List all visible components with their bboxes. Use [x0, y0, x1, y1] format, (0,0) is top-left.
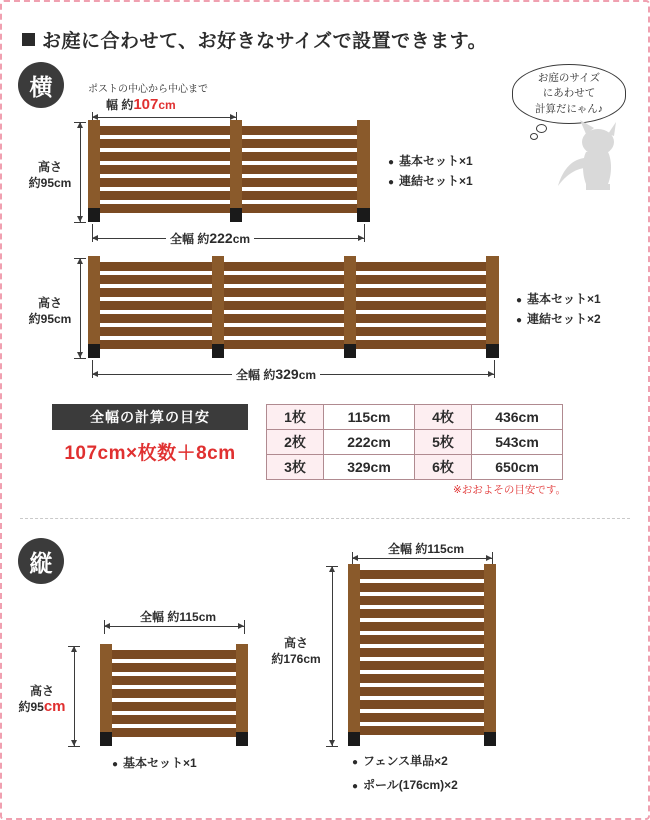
fence-post — [344, 256, 356, 348]
speech-bubble-tail-large — [536, 124, 547, 133]
fence-post — [100, 644, 112, 736]
d4-height-arrow-up — [329, 566, 335, 572]
page-title: お庭に合わせて、お好きなサイズで設置できます。 — [22, 26, 487, 53]
fence-panel — [348, 566, 496, 740]
fence-post-base — [88, 208, 100, 222]
table-cell-size: 543cm — [472, 430, 563, 455]
d4-bullet-0: ● フェンス単品×2 — [352, 752, 448, 769]
fence-post-base — [484, 732, 496, 746]
d1-height-tick-bottom — [74, 222, 86, 223]
fence-post — [88, 120, 100, 212]
d4-height-value: 約176cm — [271, 652, 321, 666]
d3-bullet-0: ● 基本セット×1 — [112, 754, 197, 771]
d1-center-note: ポストの中心から中心まで — [88, 84, 208, 95]
fence-post — [357, 120, 370, 212]
fence-post-base — [348, 732, 360, 746]
fence-post-base — [100, 732, 112, 746]
d2-height-label: 高さ — [37, 296, 62, 310]
fence-post-base — [212, 344, 224, 358]
calc-formula: 107cm×枚数＋8cm — [64, 443, 236, 464]
d2-height-arrow-up — [77, 258, 83, 264]
d3-height-value: 約95cm — [18, 698, 66, 715]
fence-panel — [88, 122, 240, 216]
fence-post-base — [357, 208, 370, 222]
speech-bubble-tail-small — [530, 133, 538, 140]
size-table — [266, 404, 563, 480]
fence-panel — [88, 258, 218, 352]
d3-height-arrow-down — [71, 740, 77, 746]
d3-total-tick-right — [244, 620, 245, 634]
d1-height-arrow-up — [77, 122, 83, 128]
table-cell-size: 329cm — [324, 455, 415, 480]
fence-post — [236, 644, 248, 736]
d1-dim-arrow-left — [92, 114, 98, 120]
d2-total-width-caption: 全幅 約329cm — [232, 366, 320, 383]
table-cell-count: 3枚 — [267, 455, 324, 480]
table-cell-count: 4枚 — [415, 405, 472, 430]
d1-total-width-caption: 全幅 約222cm — [166, 230, 254, 247]
bubble-line-3: 計算だにゃん♪ — [534, 102, 604, 115]
d4-height-arrow-down — [329, 740, 335, 746]
fence-panel — [240, 122, 358, 216]
fence-post — [212, 256, 224, 348]
d2-height-arrow-down — [77, 352, 83, 358]
table-cell-count: 1枚 — [267, 405, 324, 430]
bullet-square-icon — [22, 33, 35, 46]
table-cell-count: 6枚 — [415, 455, 472, 480]
fence-post — [486, 256, 499, 348]
d1-total-tick-right — [364, 224, 365, 242]
table-row — [267, 405, 563, 430]
fence-panel — [100, 646, 248, 740]
d2-total-arrow-left — [92, 371, 98, 377]
fence-post-base — [344, 344, 356, 358]
d2-height-value: 約95cm — [28, 312, 72, 326]
fence-panel — [218, 258, 350, 352]
d1-dim-line-width — [92, 117, 236, 118]
d1-total-arrow-left — [92, 235, 98, 241]
d1-height-value: 約95cm — [28, 176, 72, 190]
d2-dim-line-height — [80, 258, 81, 358]
table-cell-size: 436cm — [472, 405, 563, 430]
d3-height-tick-bottom — [68, 746, 80, 747]
d3-height-arrow-up — [71, 646, 77, 652]
d2-height-tick-bottom — [74, 358, 86, 359]
section-badge-vertical: 縦 — [18, 538, 64, 584]
table-cell-size: 222cm — [324, 430, 415, 455]
cat-silhouette-icon — [556, 118, 628, 197]
table-row — [267, 430, 563, 455]
d1-total-arrow-right — [358, 235, 364, 241]
calc-band-title: 全幅の計算の目安 — [52, 404, 248, 430]
d1-dim-line-height — [80, 122, 81, 222]
d1-width-label: 幅 約107cm — [106, 96, 176, 113]
fence-post-base — [486, 344, 499, 358]
bubble-line-2: にあわせて — [542, 87, 596, 100]
section-divider — [20, 518, 630, 519]
d1-dim-arrow-right — [230, 114, 236, 120]
table-row — [267, 455, 563, 480]
d4-dim-line-height — [332, 566, 333, 746]
d4-bullet-1: ● ポール(176cm)×2 — [352, 776, 458, 793]
d1-bullet-0: ● 基本セット×1 — [388, 152, 473, 169]
d4-total-width-caption: 全幅 約115cm — [384, 540, 468, 557]
d2-bullet-1: ● 連結セット×2 — [516, 310, 601, 327]
d4-height-tick-bottom — [326, 746, 338, 747]
fence-post-base — [236, 732, 248, 746]
table-cell-count: 2枚 — [267, 430, 324, 455]
d2-bullet-0: ● 基本セット×1 — [516, 290, 601, 307]
fence-post — [484, 564, 496, 736]
fence-post — [230, 120, 242, 212]
d1-height-label: 高さ — [37, 160, 62, 174]
fence-panel — [350, 258, 488, 352]
d1-height-arrow-down — [77, 216, 83, 222]
bubble-line-1: お庭のサイズ — [537, 72, 601, 85]
d3-total-arrow-left — [104, 623, 110, 629]
d3-total-dim-line — [104, 626, 244, 627]
d4-total-arrow-left — [352, 555, 358, 561]
d1-bullet-1: ● 連結セット×1 — [388, 172, 473, 189]
d4-height-label: 高さ — [283, 636, 308, 650]
d4-total-dim-line — [352, 558, 492, 559]
table-note: ※おおよその目安です。 — [453, 484, 566, 496]
table-cell-count: 5枚 — [415, 430, 472, 455]
d4-total-arrow-right — [486, 555, 492, 561]
fence-post — [348, 564, 360, 736]
d3-height-label: 高さ — [29, 684, 54, 698]
d2-total-arrow-right — [488, 371, 494, 377]
d3-total-width-caption: 全幅 約115cm — [136, 608, 220, 625]
table-cell-size: 115cm — [324, 405, 415, 430]
speech-bubble — [512, 64, 626, 124]
table-cell-size: 650cm — [472, 455, 563, 480]
fence-post-base — [88, 344, 100, 358]
fence-post-base — [230, 208, 242, 222]
d3-dim-line-height — [74, 646, 75, 746]
d3-total-arrow-right — [238, 623, 244, 629]
d2-total-tick-right — [494, 360, 495, 378]
fence-post — [88, 256, 100, 348]
section-badge-horizontal: 横 — [18, 62, 64, 108]
